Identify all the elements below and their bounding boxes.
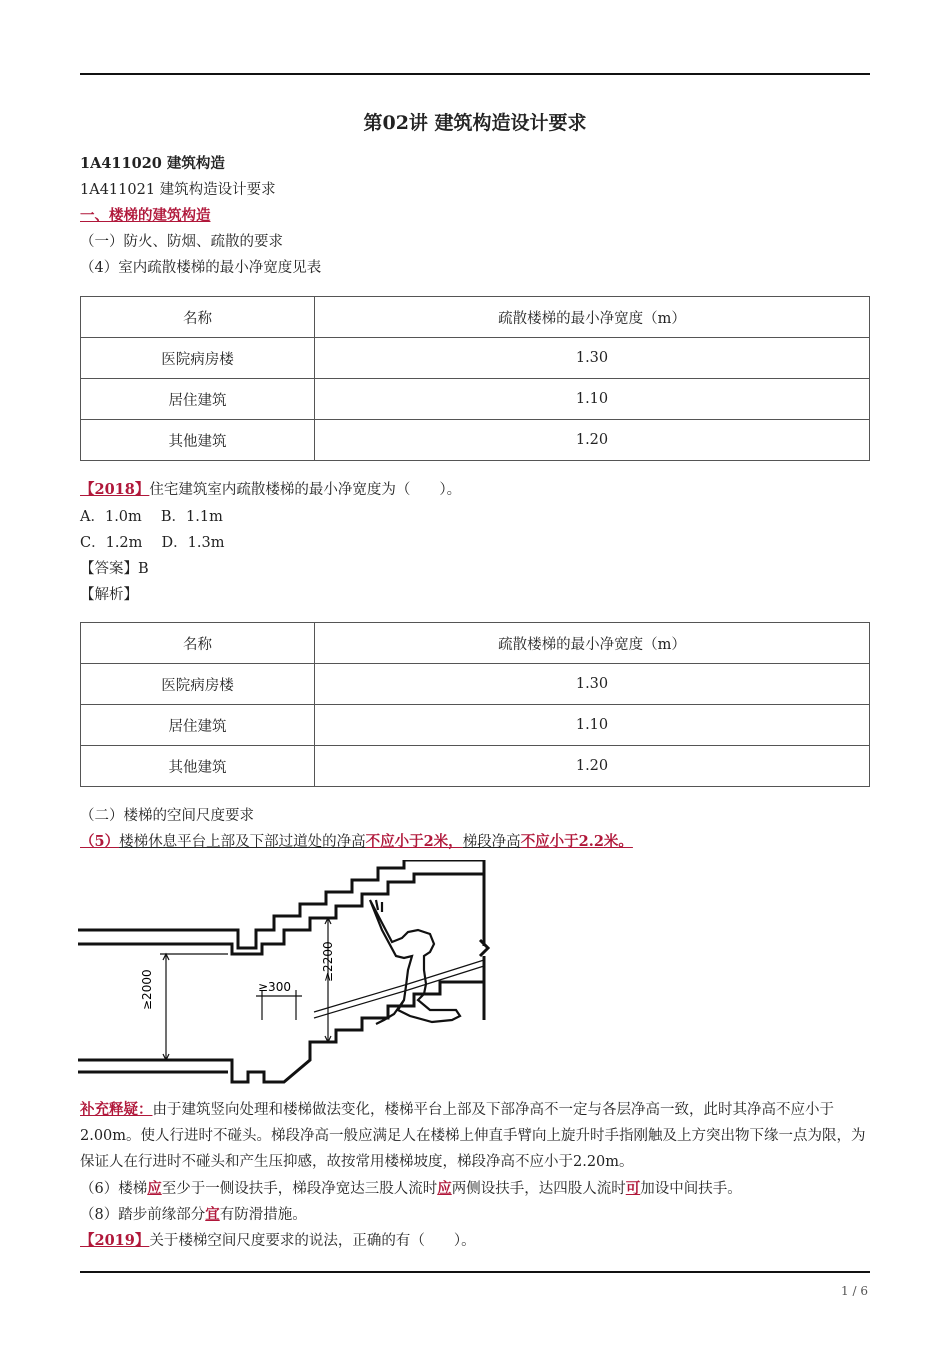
table-cell: 其他建筑 xyxy=(81,420,315,461)
answer: 【答案】B xyxy=(80,561,149,577)
handrail-emph-d: 应 xyxy=(437,1180,452,1197)
question-tag: 【2018】 xyxy=(80,481,150,498)
item-prefix: （5） xyxy=(80,833,120,850)
headroom-text-2: 梯段净高 xyxy=(462,834,521,850)
table-cell: 1.30 xyxy=(315,338,870,379)
item-stair-width: （4）室内疏散楼梯的最小净宽度见表 xyxy=(80,260,322,276)
table-cell: 居住建筑 xyxy=(81,379,315,420)
question-2019 xyxy=(80,1231,476,1251)
table-cell: 居住建筑 xyxy=(81,705,315,746)
question-tag: 【2019】 xyxy=(80,1232,150,1249)
handrail-emph-f: 可 xyxy=(625,1180,641,1197)
analysis: 【解析】 xyxy=(80,587,138,603)
table-header-name: 名称 xyxy=(81,297,315,338)
table-header-name: 名称 xyxy=(81,623,315,664)
table-cell: 1.10 xyxy=(315,705,870,746)
heading-stairs: 一、楼梯的建筑构造 xyxy=(80,207,211,224)
page-title: 第02讲 建筑构造设计要求 xyxy=(363,112,587,134)
table-cell: 医院病房楼 xyxy=(81,664,315,705)
table-cell: 医院病房楼 xyxy=(81,338,315,379)
width-table-1 xyxy=(80,296,870,461)
section-code: 1A411020 建筑构造 xyxy=(80,155,225,172)
table-header-width: 疏散楼梯的最小净宽度（m） xyxy=(315,297,870,338)
table-cell: 1.30 xyxy=(315,664,870,705)
width-table-2 xyxy=(80,622,870,787)
upper-stair-underside xyxy=(78,874,484,954)
table-header-row xyxy=(81,297,870,338)
question-text: 住宅建筑室内疏散楼梯的最小净宽度为（ ）。 xyxy=(149,482,462,498)
label-2000: ≥2000 xyxy=(140,969,154,1010)
supplement-text: 由于建筑竖向处理和楼梯做法变化，楼梯平台上部及下部净高不一定与各层净高一致，此时其净高不应小于2.00m。使人行进时不碰头。梯段净高一般应满足人在楼梯上伸直手臂向上旋升时手指刚触及上方突出物下缘一点为限，为保证人在行进时不碰头和产生压抑感，故按常用楼梯坡度，梯段净高不应小于2.20m。 xyxy=(80,1102,866,1170)
subsection: 1A411021 建筑构造设计要求 xyxy=(80,182,276,198)
headroom-emph-2: 不应小于2.2米。 xyxy=(520,833,633,850)
handrail-emph-b: 应 xyxy=(147,1180,162,1197)
table-row xyxy=(81,420,870,461)
question-2018 xyxy=(80,480,461,500)
handrail-text-c: 至少于一侧设扶手，梯段净宽达三股人流时 xyxy=(161,1181,438,1197)
table-row xyxy=(81,746,870,787)
label-2200: ≥2200 xyxy=(321,941,335,982)
options-line-2: C．1.2m D．1.3m xyxy=(80,535,225,551)
item-anti-slip xyxy=(80,1205,307,1225)
lower-stair-outline xyxy=(78,982,484,1082)
handrail-text-a: （6）楼梯 xyxy=(80,1181,148,1197)
item-fire-requirements: （一）防火、防烟、疏散的要求 xyxy=(80,234,283,250)
page-number: 1 / 6 xyxy=(841,1284,868,1298)
table-row xyxy=(81,338,870,379)
question-text: 关于楼梯空间尺度要求的说法，正确的有（ ）。 xyxy=(149,1233,476,1249)
label-300: ≥300 xyxy=(258,980,291,994)
supplement-tag: 补充释疑： xyxy=(80,1101,153,1118)
item-space-requirements: （二）楼梯的空间尺度要求 xyxy=(80,808,254,824)
headroom-emph-1: 不应小于2米， xyxy=(365,833,463,850)
table-row xyxy=(81,705,870,746)
table-cell: 1.20 xyxy=(315,420,870,461)
anti-slip-text-c: 有防滑措施。 xyxy=(219,1207,307,1223)
supplement-paragraph xyxy=(80,1097,872,1175)
table-header-width: 疏散楼梯的最小净宽度（m） xyxy=(315,623,870,664)
handrail-text-e: 两侧设扶手，达四股人流时 xyxy=(451,1181,626,1197)
anti-slip-text-a: （8）踏步前缘部分 xyxy=(80,1207,206,1223)
item-headroom xyxy=(80,832,633,852)
table-row xyxy=(81,664,870,705)
wall-line xyxy=(480,860,488,1020)
table-cell: 1.10 xyxy=(315,379,870,420)
table-header-row xyxy=(81,623,870,664)
table-cell: 其他建筑 xyxy=(81,746,315,787)
bottom-rule xyxy=(80,1271,870,1273)
handrail-text-g: 加设中间扶手。 xyxy=(640,1181,742,1197)
table-row xyxy=(81,379,870,420)
stair-headroom-figure xyxy=(78,860,498,1090)
item-handrail xyxy=(80,1179,742,1199)
table-cell: 1.20 xyxy=(315,746,870,787)
top-rule xyxy=(80,73,870,75)
options-line-1: A．1.0m B．1.1m xyxy=(80,509,223,525)
headroom-text-1: 楼梯休息平台上部及下部过道处的净高 xyxy=(119,834,366,850)
anti-slip-emph-b: 宜 xyxy=(205,1206,220,1223)
